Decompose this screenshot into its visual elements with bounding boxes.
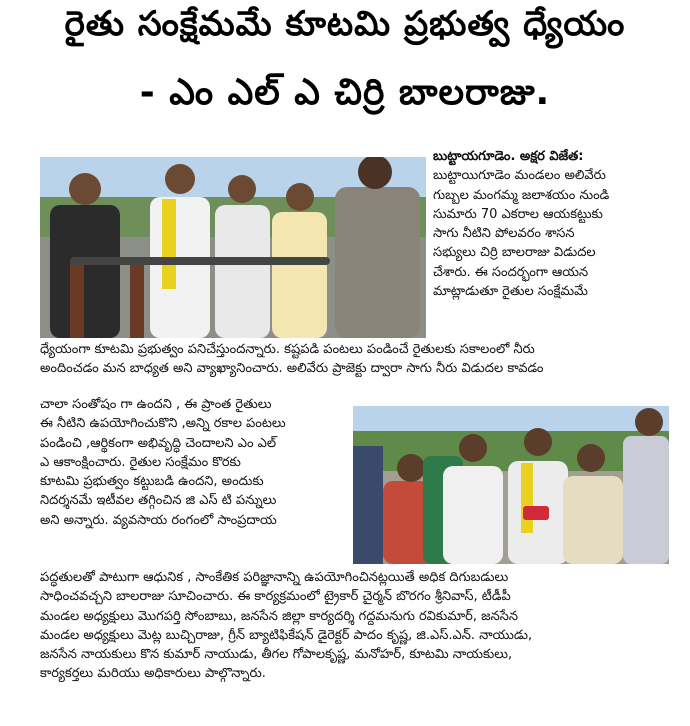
text-line: పండించి ,ఆర్థికంగా అభివృద్ధి చెందాలని ఎం ఎల్ (40, 435, 277, 451)
text-line: చేశారు. ఈ సందర్భంగా ఆయన (433, 264, 589, 280)
text-line: ఎ ఆకాంక్షించారు. రైతుల సంక్షేమం కొరకు (40, 454, 241, 470)
text-line: మాట్లాడుతూ రైతుల సంక్షేమమే (433, 284, 588, 300)
text-line: కార్యకర్తలు మరియు అధికారులు పాల్గొన్నారు. (40, 666, 266, 682)
text-line: కూటమి ప్రభుత్వం కట్టుబడి ఉందని, అందుకు (40, 474, 264, 490)
text-line: అందించడం మన బాధ్యత అని వ్యాఖ్యానించారు. అలివేరు ప్రాజెక్టు ద్వారా సాగు నీరు విడుదల కావడం (40, 361, 544, 377)
headline-line-1: రైతు సంక్షేమమే కూటమి ప్రభుత్వ ధ్యేయం (64, 4, 626, 44)
photo-mla-with-villagers (353, 406, 669, 564)
text-line: సుమారు 70 ఎకరాల ఆయకట్టుకు (433, 206, 603, 222)
text-line: సభ్యులు చిర్రి బాలరాజు విడుదల (433, 245, 596, 261)
article-column-1 (433, 147, 669, 301)
text-line: నిదర్శనమే ఇటీవల తగ్గించిన జి ఎస్ టి పన్నులు (40, 493, 277, 509)
article-dateline: బుట్టాయగూడెం. అక్షర విజేత: (433, 149, 584, 164)
article-full-width-2 (40, 568, 670, 684)
text-line: జనసేన నాయకులు కొన కుమార్ నాయుడు, తీగల గోపాలకృష్ణ, మనోహర్, కూటమి నాయకులు, (40, 647, 513, 663)
text-line: ఈ నీటిని ఉపయోగించుకొని ,అన్ని రకాల పంటలు (40, 416, 286, 432)
text-line: సాగు నీటిని పోలవరం శాసన (433, 226, 575, 242)
text-line: బుట్టాయిగూడెం మండలం అలివేరు (433, 168, 606, 184)
text-line: పద్ధతులతో పాటుగా ఆధునిక , సాంకేతిక పరిజ్ఞానాన్ని ఉపయోగించినట్లయితే అధిక దిగుబడులు (40, 570, 509, 585)
photo-valve-opening (40, 157, 426, 338)
headline-line-2: - ఎం ఎల్ ఎ చిర్రి బాలరాజు. (139, 72, 551, 113)
text-line: మండల అధ్యక్షులు మెట్ల బుచ్చిరాజు, గ్రీన్ బ్యాటిఫికేషన్ డైరెక్టర్ పాదం కృష్ణ, జి.ఎస్.ఎన్. నాయుడు, (40, 627, 533, 643)
text-line: చాలా సంతోషం గా ఉందని , ఈ ప్రాంత రైతులు (40, 397, 272, 412)
text-line: గుబ్బల మంగమ్మ జలాశయం నుండి (433, 187, 610, 203)
text-line: ధ్యేయంగా కూటమి ప్రభుత్వం పనిచేస్తుందన్నారు. కష్టపడి పంటలు పండించే రైతులకు సకాలంలో నీరు (40, 342, 535, 357)
article-column-2 (40, 395, 350, 530)
article-full-width-1 (40, 340, 670, 379)
text-line: మండల అధ్యక్షులు మొగపర్తి సోంబాబు, జనసేన జిల్లా కార్యదర్శి గద్దమనుగు రవికుమార్, జనసేన (40, 608, 518, 624)
text-line: సాధించవచ్చని బాలరాజు సూచించారు. ఈ కార్యక్రమంలో ట్రైకార్ చైర్మన్ బొరగం శ్రీనివాస్, టీడీపీ (40, 589, 511, 605)
text-line: అని అన్నారు. వ్యవసాయ రంగంలో సాంప్రదాయ (40, 512, 277, 528)
